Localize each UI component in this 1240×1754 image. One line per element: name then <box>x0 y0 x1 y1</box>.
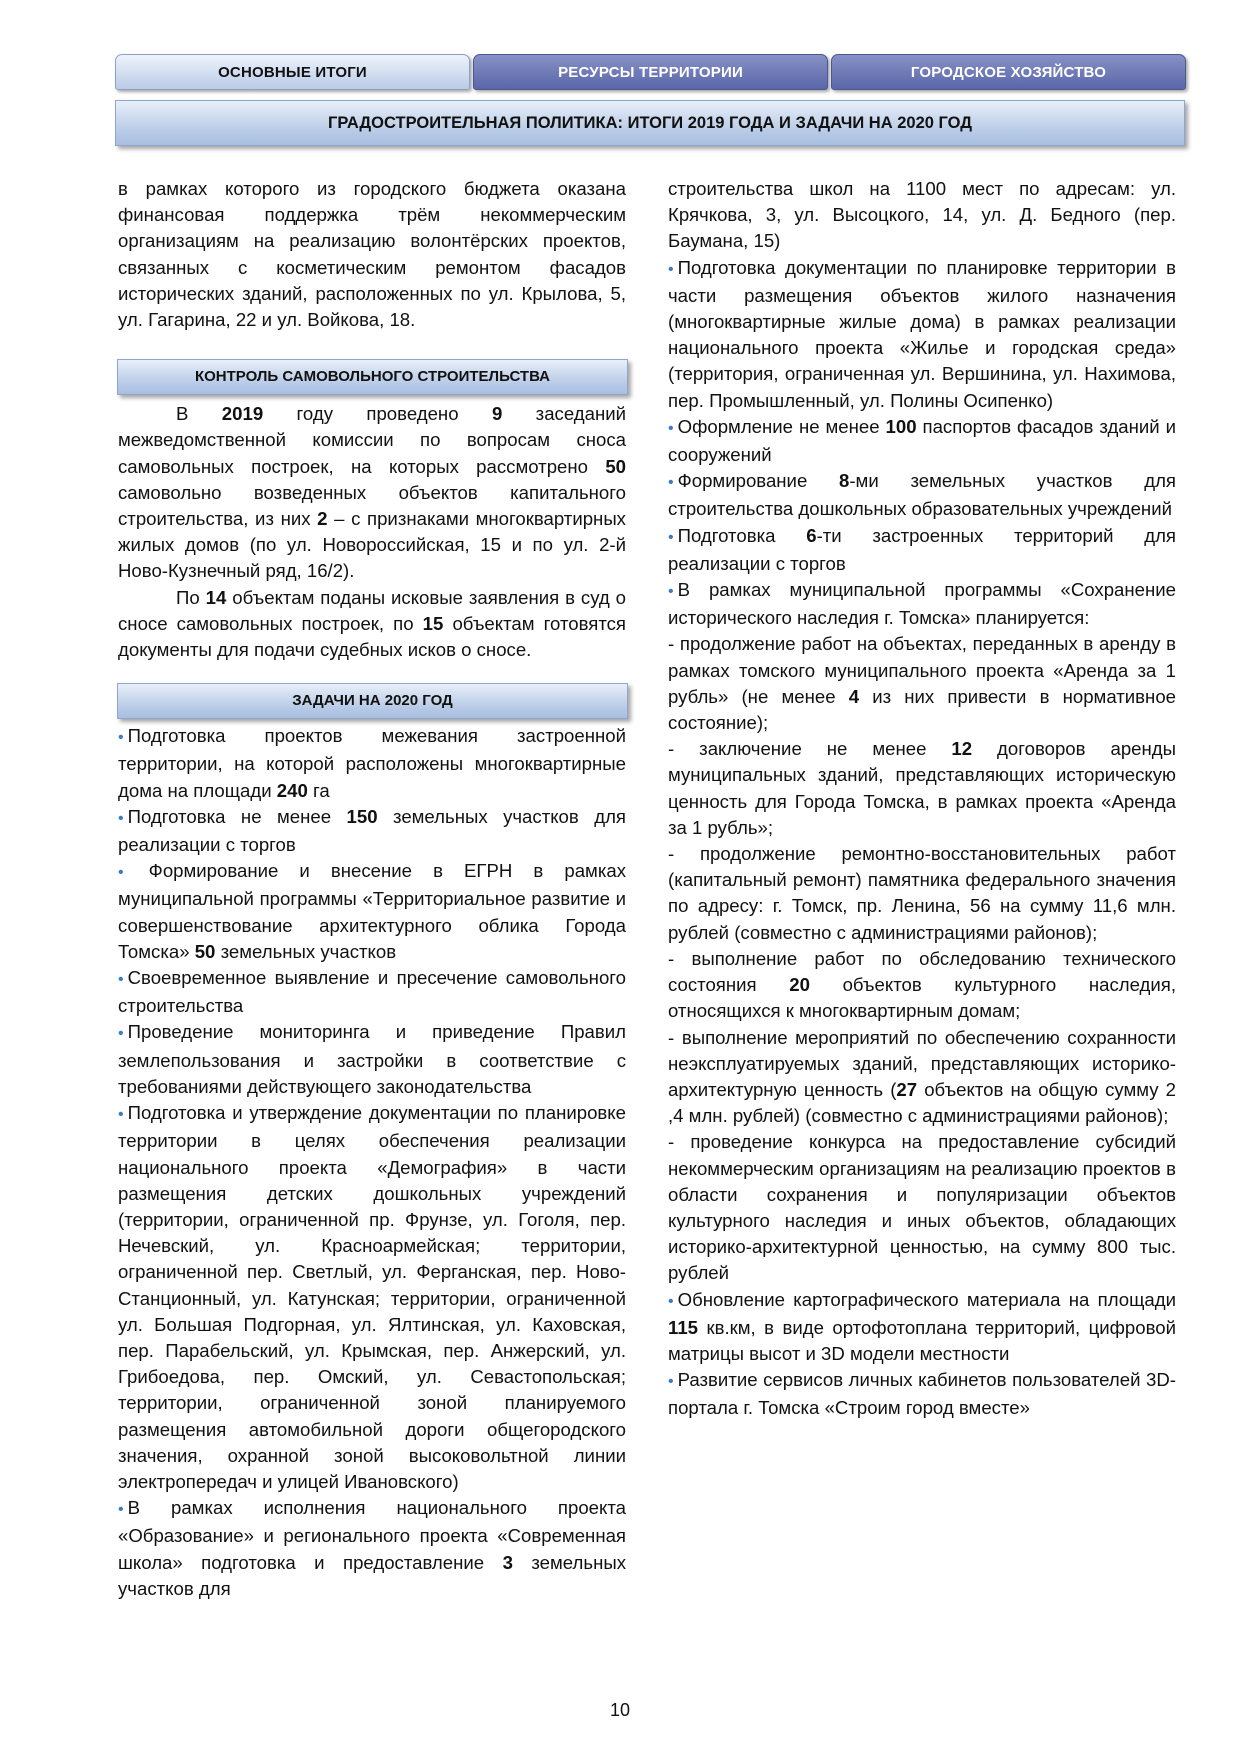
paragraph: По 14 объектам поданы исковые заявления в суд о сносе самовольных построек, по 15 объектам готовятся документы для подачи судебных исков о сносе. <box>118 586 627 661</box>
continued-paragraph: строительства школ на 1100 мест по адресам: ул. Крячкова, 3, ул. Высоцкого, 14, ул. Д. Бедного (пер. Баумана, 15) <box>668 178 1176 252</box>
list-item: • В рамках муниципальной программы «Сохранение исторического наследия г. Томска» планируется: <box>668 577 1176 631</box>
dash-item: - продолжение ремонтно-восстановительных работ (капитальный ремонт) памятника федерального значения по адресу: г. Томск, пр. Ленина, 56 на сумму 11,6 млн. рублей (совместно с администрациями районов); <box>668 843 1176 943</box>
dash-item: - заключение не менее 12 договоров аренды муниципальных зданий, представляющих историческую ценность для Города Томска, в рамках проекта «Аренда за 1 рубль»; <box>668 738 1176 838</box>
left-column <box>118 176 626 1602</box>
list-item: • Подготовка проектов межевания застроенной территории, на которой расположены многоквартирные дома на площади 240 га <box>118 723 626 804</box>
dash-item: - продолжение работ на объектах, переданных в аренду в рамках томского муниципального проекта «Аренда за 1 рубль» (не менее 4 из них привести в нормативное состояние); <box>668 633 1176 734</box>
dash-item: - выполнение работ по обследованию технического состояния 20 объектов культурного наследия, относящихся к многоквартирным домам; <box>668 947 1177 1022</box>
page-number: 10 <box>609 1700 631 1720</box>
list-item: • Формирование и внесение в ЕГРН в рамках муниципальной программы «Территориальное развитие и совершенствование архитектурного облика Города Томска» 50 земельных участков <box>118 858 626 965</box>
section-heading-control: КОНТРОЛЬ САМОВОЛЬНОГО СТРОИТЕЛЬСТВА <box>117 359 628 395</box>
section-heading-tasks: ЗАДАЧИ НА 2020 ГОД <box>117 683 628 719</box>
section-tabs <box>115 54 1186 92</box>
tab-territory-resources[interactable]: РЕСУРСЫ ТЕРРИТОРИИ <box>473 54 828 90</box>
tab-main-results[interactable]: ОСНОВНЫЕ ИТОГИ <box>115 54 470 90</box>
dash-item: - выполнение мероприятий по обеспечению сохранности неэксплуатируемых зданий, представляющих историко-архитектурную ценность (27 объектов на общую сумму 2 ,4 млн. рублей) (совместно с администрациями районов); <box>668 1026 1176 1127</box>
list-item: • Обновление картографического материала на площади 115 кв.км, в виде ортофотоплана территорий, цифровой матрицы высот и 3D модели местности <box>668 1287 1176 1368</box>
right-column <box>668 176 1176 1422</box>
list-item: • Подготовка и утверждение документации по планировке территории в целях обеспечения реализации национального проекта «Демография» в части размещения детских дошкольных учреждений (территории, ограниченной пр. Фрунзе, ул. Гоголя, пер. Нечевский, ул. Красноармейская; территории, ограниченной пер. Светлый, ул. Ферганская, пер. Ново-Станционный, ул. Катунская; территории, ограниченной ул. Большая Подгорная, ул. Ялтинская, ул. Каховская, пер. Парабельский, ул. Крымская, пер. Анжерский, ул. Грибоедова, пер. Омский, ул. Севастопольская; территории, ограниченной зоной планируемого размещения автомобильной дороги общегородского значения, охранной зоной высоковольтной линии электропередач и улицей Ивановского) <box>118 1100 626 1495</box>
list-item: • Подготовка документации по планировке территории в части размещения объектов жилого назначения (многоквартирные жилые дома) в рамках реализации национального проекта «Жилье и городская среда» (территория, ограниченная ул. Вершинина, ул. Нахимова, пер. Промышленный, ул. Полины Осипенко) <box>668 255 1176 414</box>
list-item: • Проведение мониторинга и приведение Правил землепользования и застройки в соответствие с требованиями действующего законодательства <box>118 1019 626 1100</box>
intro-paragraph: в рамках которого из городского бюджета оказана финансовая поддержка трём некоммерческим организациям на реализацию волонтёрских проектов, связанных с косметическим ремонтом фасадов исторических зданий, расположенных по ул. Крылова, 5, ул. Гагарина, 22 и ул. Войкова, 18. <box>118 178 626 331</box>
list-item: • В рамках исполнения национального проекта «Образование» и регионального проекта «Современная школа» подготовка и предоставление 3 земельных участков для <box>118 1495 626 1602</box>
list-item: • Подготовка 6-ти застроенных территорий для реализации с торгов <box>668 523 1176 577</box>
tab-city-economy[interactable]: ГОРОДСКОЕ ХОЗЯЙСТВО <box>831 54 1186 90</box>
list-item: • Оформление не менее 100 паспортов фасадов зданий и сооружений <box>668 414 1176 468</box>
page-title: ГРАДОСТРОИТЕЛЬНАЯ ПОЛИТИКА: ИТОГИ 2019 ГОДА И ЗАДАЧИ НА 2020 ГОД <box>115 100 1185 146</box>
list-item: • Подготовка не менее 150 земельных участков для реализации с торгов <box>118 804 626 858</box>
list-item: • Формирование 8-ми земельных участков для строительства дошкольных образовательных учреждений <box>668 468 1176 522</box>
list-item: • Своевременное выявление и пресечение самовольного строительства <box>118 965 626 1019</box>
paragraph: В 2019 году проведено 9 заседаний межведомственной комиссии по вопросам сноса самовольных построек, на которых рассмотрено 50 самовольно возведенных объектов капитального строительства, из них 2 – с признаками многоквартирных жилых домов (по ул. Новороссийская, 15 и по ул. 2-й Ново-Кузнечный ряд, 16/2). <box>118 403 626 582</box>
list-item: • Развитие сервисов личных кабинетов пользователей 3D-портала г. Томска «Строим город вместе» <box>668 1367 1176 1421</box>
dash-item: - проведение конкурса на предоставление субсидий некоммерческим организациям на реализацию проектов в области сохранения и популяризации объектов культурного наследия и иных объектов, обладающих историко-архитектурной ценностью, на сумму 800 тыс. рублей <box>668 1131 1176 1284</box>
